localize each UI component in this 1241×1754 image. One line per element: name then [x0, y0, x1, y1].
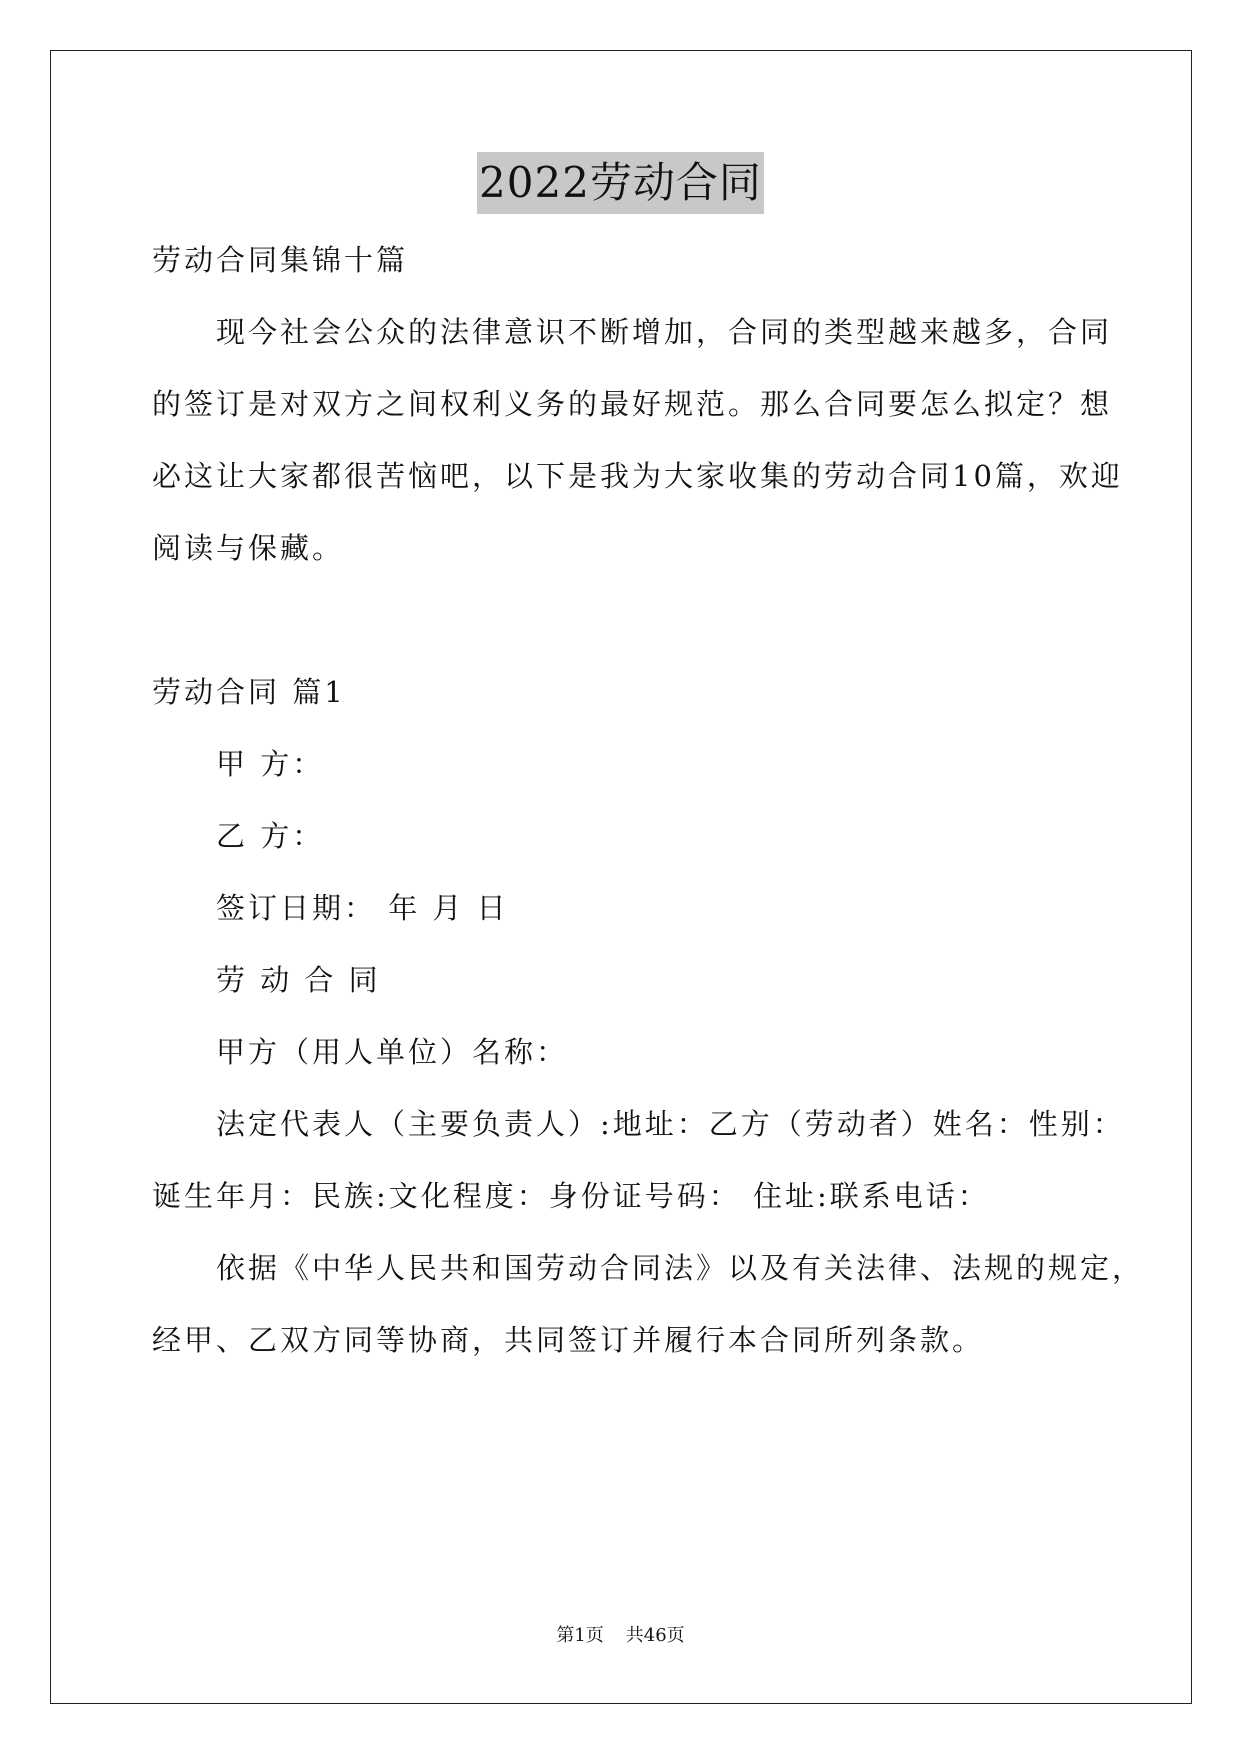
intro-line-3: 必这让大家都很苦恼吧，以下是我为大家收集的劳动合同10篇，欢迎	[152, 459, 1123, 493]
party-a-label: 甲 方：	[216, 747, 325, 781]
title-container	[0, 152, 1241, 214]
document-title: 2022劳动合同	[477, 152, 764, 214]
basis-line-2: 经甲、乙双方同等协商，共同签订并履行本合同所列条款。	[152, 1323, 985, 1357]
page-footer	[0, 1624, 1241, 1648]
intro-line-1: 现今社会公众的法律意识不断增加，合同的类型越来越多，合同	[216, 315, 1113, 349]
page-current: 第1页	[556, 1625, 604, 1646]
employer-name-label: 甲方（用人单位）名称：	[216, 1035, 569, 1069]
section-heading: 劳动合同 篇1	[152, 675, 346, 709]
basis-line-1: 依据《中华人民共和国劳动合同法》以及有关法律、法规的规定，	[216, 1251, 1145, 1285]
page-border	[50, 50, 1192, 1704]
intro-line-4: 阅读与保藏。	[152, 531, 345, 565]
document-subtitle: 劳动合同集锦十篇	[152, 243, 409, 277]
party-b-label: 乙 方：	[216, 819, 325, 853]
contract-heading: 劳 动 合 同	[216, 963, 381, 997]
page-total: 共46页	[625, 1625, 685, 1646]
info-line-2: 诞生年月：民族:文化程度：身份证号码： 住址:联系电话：	[152, 1179, 990, 1213]
intro-line-2: 的签订是对双方之间权利义务的最好规范。那么合同要怎么拟定？想	[152, 387, 1113, 421]
sign-date-label: 签订日期： 年 月 日	[216, 891, 509, 925]
info-line-1: 法定代表人（主要负责人）:地址：乙方（劳动者）姓名：性别：	[216, 1107, 1125, 1141]
